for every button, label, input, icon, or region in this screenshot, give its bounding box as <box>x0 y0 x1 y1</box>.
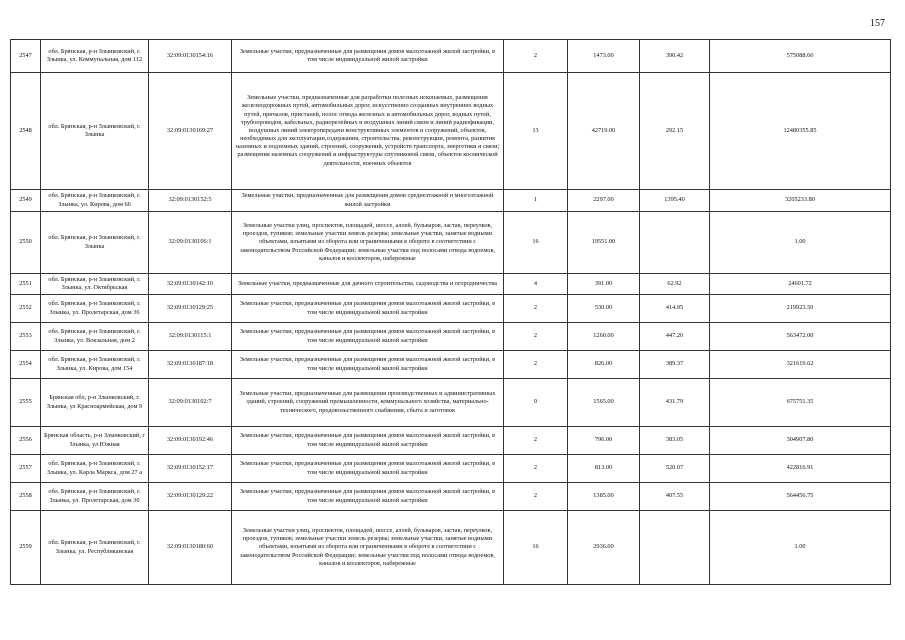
land-use-cell: Земельные участки, предназначенные для дачного строительства, садоводства и огородничества <box>232 274 504 295</box>
address-cell: обл. Брянская, р-н Злынковский, г. Злынка <box>41 212 149 274</box>
land-use-cell: Земельные участки, предназначенные для размещения производственных и административных зданий, строений, сооружений промышленности, коммунального хозяйства, материально-технического, продовольственного снабжения, сбыта и заготовок <box>232 379 504 427</box>
table-row <box>11 274 891 295</box>
table-row <box>11 73 891 190</box>
area-cell: 2297.00 <box>568 190 640 212</box>
cadastral-value-cell: 563472.00 <box>710 323 891 351</box>
rate-cell: 390.42 <box>640 40 710 73</box>
cadastral-value-cell: 675751.35 <box>710 379 891 427</box>
cadastral-value-cell: 564456.75 <box>710 483 891 511</box>
cadastral-value-cell: 575088.66 <box>710 40 891 73</box>
table-row <box>11 212 891 274</box>
row-number: 2548 <box>11 73 41 190</box>
count-cell: 16 <box>504 212 568 274</box>
area-cell: 1260.00 <box>568 323 640 351</box>
rate-cell: 292.15 <box>640 73 710 190</box>
table-row <box>11 351 891 379</box>
rate-cell: 414.95 <box>640 295 710 323</box>
area-cell: 1473.00 <box>568 40 640 73</box>
cadastral-number-cell: 32:09:0130152:5 <box>149 190 232 212</box>
land-use-cell: Земельные участки, предназначенные для размещения домов среднеэтажной и многоэтажной жилой застройки <box>232 190 504 212</box>
count-cell: 4 <box>504 274 568 295</box>
table-row <box>11 40 891 73</box>
address-cell: обл. Брянская, р-н Злынковский, г. Злынка, ул. Карла Маркса, дом 27 а <box>41 455 149 483</box>
cadastral-value-cell: 321619.62 <box>710 351 891 379</box>
land-registry-table <box>10 39 891 585</box>
cadastral-number-cell: 32:09:0130102:7 <box>149 379 232 427</box>
rate-cell: 407.55 <box>640 483 710 511</box>
cadastral-value-cell: 304907.80 <box>710 427 891 455</box>
rate-cell: 1395.40 <box>640 190 710 212</box>
table-row <box>11 379 891 427</box>
count-cell: 2 <box>504 483 568 511</box>
row-number: 2558 <box>11 483 41 511</box>
table-row <box>11 483 891 511</box>
count-cell: 13 <box>504 73 568 190</box>
land-use-cell: Земельные участки улиц, проспектов, площадей, шоссе, аллей, бульваров, застав, переулков, проездов, тупиков; земельные участки земель резерва; земельные участки, занятые водными объектами, изъятыми из оборота или ограниченными в обороте в соответствии с законодательством Российской Федерации; земельные участки под полосами отвода водоемов, каналов и коллекторов, набережные <box>232 212 504 274</box>
land-use-cell: Земельные участки улиц, проспектов, площадей, шоссе, аллей, бульваров, застав, переулков, проездов, тупиков; земельные участки земель резерва; земельные участки, занятые водными объектами, изъятыми из оборота или ограниченными в обороте в соответствии с законодательством Российской Федерации; земельные участки под полосами отвода водоемов, каналов и коллекторов, набережные <box>232 511 504 585</box>
address-cell: Брянская обл, р-н Злынковский, г. Злынка, ул Красноармейская, дом 9 <box>41 379 149 427</box>
land-use-cell: Земельные участки, предназначенные для размещения домов малоэтажной жилой застройки, в том числе индивидуальной жилой застройки <box>232 483 504 511</box>
cadastral-value-cell: 1.00 <box>710 212 891 274</box>
address-cell: Брянская область, р-н Злынковский, г Злынка, ул Южная <box>41 427 149 455</box>
address-cell: обл. Брянская, р-н Злынковский, г. Злынка, ул. Коммунальная, дом 112 <box>41 40 149 73</box>
area-cell: 813.00 <box>568 455 640 483</box>
area-cell: 1565.00 <box>568 379 640 427</box>
area-cell: 391.00 <box>568 274 640 295</box>
land-use-cell: Земельные участки, предназначенные для размещения домов малоэтажной жилой застройки, в том числе индивидуальной жилой застройки <box>232 427 504 455</box>
address-cell: обл. Брянская, р-н Злынковский, г. Злынка, ул. Кирова, дом 154 <box>41 351 149 379</box>
cadastral-number-cell: 32:09:0130169:27 <box>149 73 232 190</box>
area-cell: 1385.00 <box>568 483 640 511</box>
cadastral-number-cell: 32:09:0130115:1 <box>149 323 232 351</box>
cadastral-value-cell: 422816.91 <box>710 455 891 483</box>
land-use-cell: Земельные участки, предназначенные для разработки полезных ископаемых, размещения железнодорожных путей, автомобильных дорог, искусственно созданных внутренних водных путей, причалов, пристаней, полос отвода железных и автомобильных дорог, водных путей, трубопроводов, кабельных, радиорелейных и воздушных линий связи и линий радиофикации, воздушных линий электропередачи конструктивных элементов и сооружений, объектов, необходимых для эксплуатации,содержания, строительства, реконструкции, ремонта, развития наземных и подземных зданий, строений, сооружений, устройств транспорта, энергетики и связи; размещения наземных сооружений и инфраструктуры спутниковой связи, объектов космической деятельности, военных объектов <box>232 73 504 190</box>
row-number: 2552 <box>11 295 41 323</box>
count-cell: 9 <box>504 379 568 427</box>
land-use-cell: Земельные участки, предназначенные для размещения домов малоэтажной жилой застройки, в том числе индивидуальной жилой застройки <box>232 295 504 323</box>
cadastral-number-cell: 32:09:0130192:46 <box>149 427 232 455</box>
table-row <box>11 427 891 455</box>
cadastral-value-cell: 12480355.85 <box>710 73 891 190</box>
count-cell: 1 <box>504 190 568 212</box>
table-row <box>11 323 891 351</box>
table-row <box>11 190 891 212</box>
count-cell: 2 <box>504 323 568 351</box>
area-cell: 2936.00 <box>568 511 640 585</box>
address-cell: обл. Брянская, р-н Злынковский, г. Злынка, ул. Кирова, дом 66 <box>41 190 149 212</box>
row-number: 2556 <box>11 427 41 455</box>
land-use-cell: Земельные участки, предназначенные для размещения домов малоэтажной жилой застройки, в том числе индивидуальной жилой застройки <box>232 40 504 73</box>
table-row <box>11 455 891 483</box>
area-cell: 530.00 <box>568 295 640 323</box>
rate-cell: 389.37 <box>640 351 710 379</box>
cadastral-number-cell: 32:09:0130106:1 <box>149 212 232 274</box>
land-use-cell: Земельные участки, предназначенные для размещения домов малоэтажной жилой застройки, в том числе индивидуальной жилой застройки <box>232 351 504 379</box>
area-cell: 19551.00 <box>568 212 640 274</box>
cadastral-number-cell: 32:09:0130187:18 <box>149 351 232 379</box>
rate-cell: 520.07 <box>640 455 710 483</box>
cadastral-value-cell: 1.00 <box>710 511 891 585</box>
count-cell: 2 <box>504 455 568 483</box>
rate-cell: 431.79 <box>640 379 710 427</box>
row-number: 2557 <box>11 455 41 483</box>
count-cell: 2 <box>504 40 568 73</box>
row-number: 2547 <box>11 40 41 73</box>
row-number: 2553 <box>11 323 41 351</box>
area-cell: 796.00 <box>568 427 640 455</box>
count-cell: 2 <box>504 295 568 323</box>
cadastral-number-cell: 32:09:0130142:10 <box>149 274 232 295</box>
address-cell: обл. Брянская, р-н Злынковский, г. Злынка, ул. Октябрьская <box>41 274 149 295</box>
cadastral-value-cell: 3205233.80 <box>710 190 891 212</box>
cadastral-number-cell: 32:09:0130180:60 <box>149 511 232 585</box>
rate-cell <box>640 511 710 585</box>
address-cell: обл. Брянская, р-н Злынковский, г. Злынка <box>41 73 149 190</box>
cadastral-value-cell: 24601.72 <box>710 274 891 295</box>
area-cell: 42719.00 <box>568 73 640 190</box>
count-cell: 2 <box>504 351 568 379</box>
row-number: 2554 <box>11 351 41 379</box>
land-use-cell: Земельные участки, предназначенные для размещения домов малоэтажной жилой застройки, в том числе индивидуальной жилой застройки <box>232 455 504 483</box>
table-row <box>11 511 891 585</box>
page-number: 157 <box>870 18 885 29</box>
cadastral-value-cell: 219923.50 <box>710 295 891 323</box>
rate-cell <box>640 212 710 274</box>
address-cell: обл. Брянская, р-н Злынковский, г. Злынка, ул. Пролетарская, дом 36 <box>41 295 149 323</box>
cadastral-number-cell: 32:09:0130129:22 <box>149 483 232 511</box>
rate-cell: 447.20 <box>640 323 710 351</box>
count-cell: 16 <box>504 511 568 585</box>
address-cell: обл. Брянская, р-н Злынковский, г. Злынка, ул. Вокзальная, дом 2 <box>41 323 149 351</box>
cadastral-number-cell: 32:09:0130154:16 <box>149 40 232 73</box>
table-row <box>11 295 891 323</box>
cadastral-number-cell: 32:09:0130152:17 <box>149 455 232 483</box>
row-number: 2549 <box>11 190 41 212</box>
cadastral-number-cell: 32:09:0130129:25 <box>149 295 232 323</box>
row-number: 2555 <box>11 379 41 427</box>
address-cell: обл. Брянская, р-н Злынковский, г. Злынка, ул. Республиканская <box>41 511 149 585</box>
rate-cell: 383.05 <box>640 427 710 455</box>
row-number: 2559 <box>11 511 41 585</box>
count-cell: 2 <box>504 427 568 455</box>
land-use-cell: Земельные участки, предназначенные для размещения домов малоэтажной жилой застройки, в том числе индивидуальной жилой застройки <box>232 323 504 351</box>
address-cell: обл. Брянская, р-н Злынковский, г. Злынка, ул. Пролетарская, дом 30 <box>41 483 149 511</box>
row-number: 2551 <box>11 274 41 295</box>
area-cell: 826.00 <box>568 351 640 379</box>
rate-cell: 62.92 <box>640 274 710 295</box>
row-number: 2550 <box>11 212 41 274</box>
